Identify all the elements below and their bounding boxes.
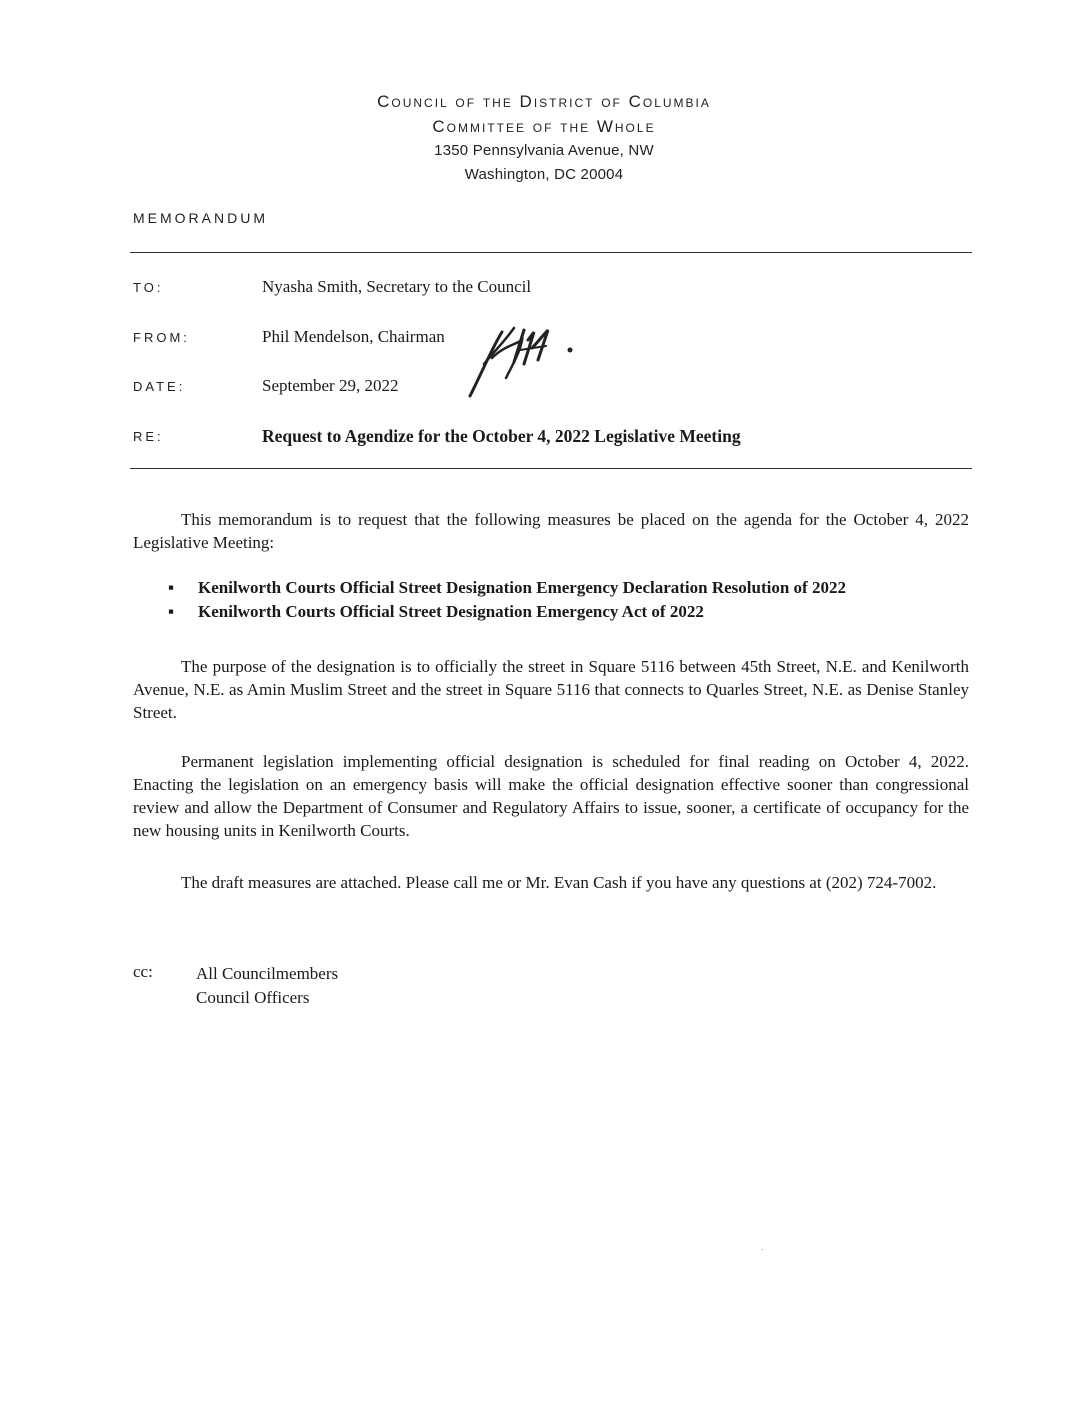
cc-list [196,962,338,1010]
closing-paragraph: The draft measures are attached. Please call me or Mr. Evan Cash if you have any questions at (202) 724-7002. [181,873,937,892]
date-value: September 29, 2022 [262,376,399,395]
cc-label: cc: [133,962,153,981]
from-label: FROM: [133,330,190,345]
list-item [168,600,846,624]
measure-title: Kenilworth Courts Official Street Designation Emergency Act of 2022 [198,602,704,621]
cc-recipient: Council Officers [196,988,310,1007]
measures-list [168,576,846,624]
from-value: Phil Mendelson, Chairman [262,327,445,346]
cc-recipient: All Councilmembers [196,964,339,983]
bullet-icon: ▪ [168,602,175,621]
scan-speck [762,1249,763,1250]
committee-name: Committee of the Whole [432,117,656,136]
top-divider [130,252,972,253]
address-line-1: 1350 Pennsylvania Avenue, NW [434,142,654,159]
re-value: Request to Agendize for the October 4, 2022 Legislative Meeting [262,426,741,446]
purpose-paragraph: The purpose of the designation is to officially the street in Square 5116 between 45th Street, N.E. and Kenilworth Avenue, N.E. as Amin Muslim Street and the street in Square 5116 that connects to Quarles Street, N.E. as Denise Stanley Street. [133,657,969,722]
signature-image [462,318,582,407]
intro-paragraph: This memorandum is to request that the following measures be placed on the agenda for the October 4, 2022 Legislative Meeting: [133,510,969,552]
re-label: RE: [133,429,164,444]
to-label: TO: [133,280,164,295]
measure-title: Kenilworth Courts Official Street Designation Emergency Declaration Resolution of 2022 [198,578,846,597]
date-label: DATE: [133,379,186,394]
bullet-icon: ▪ [168,578,175,597]
address-line-2: Washington, DC 20004 [464,166,624,183]
permanent-paragraph: Permanent legislation implementing official designation is scheduled for final reading on October 4, 2022. Enacting the legislation on an emergency basis will make the official designation effective sooner than congressional review and allow the Department of Consumer and Regulatory Affairs to issue, sooner, a certificate of occupancy for the new housing units in Kenilworth Courts. [133,752,969,840]
memo-title: MEMORANDUM [133,210,268,226]
list-item [168,576,846,600]
to-value: Nyasha Smith, Secretary to the Council [262,277,532,296]
bottom-divider [130,468,972,469]
org-name: Council of the District of Columbia [377,92,711,111]
